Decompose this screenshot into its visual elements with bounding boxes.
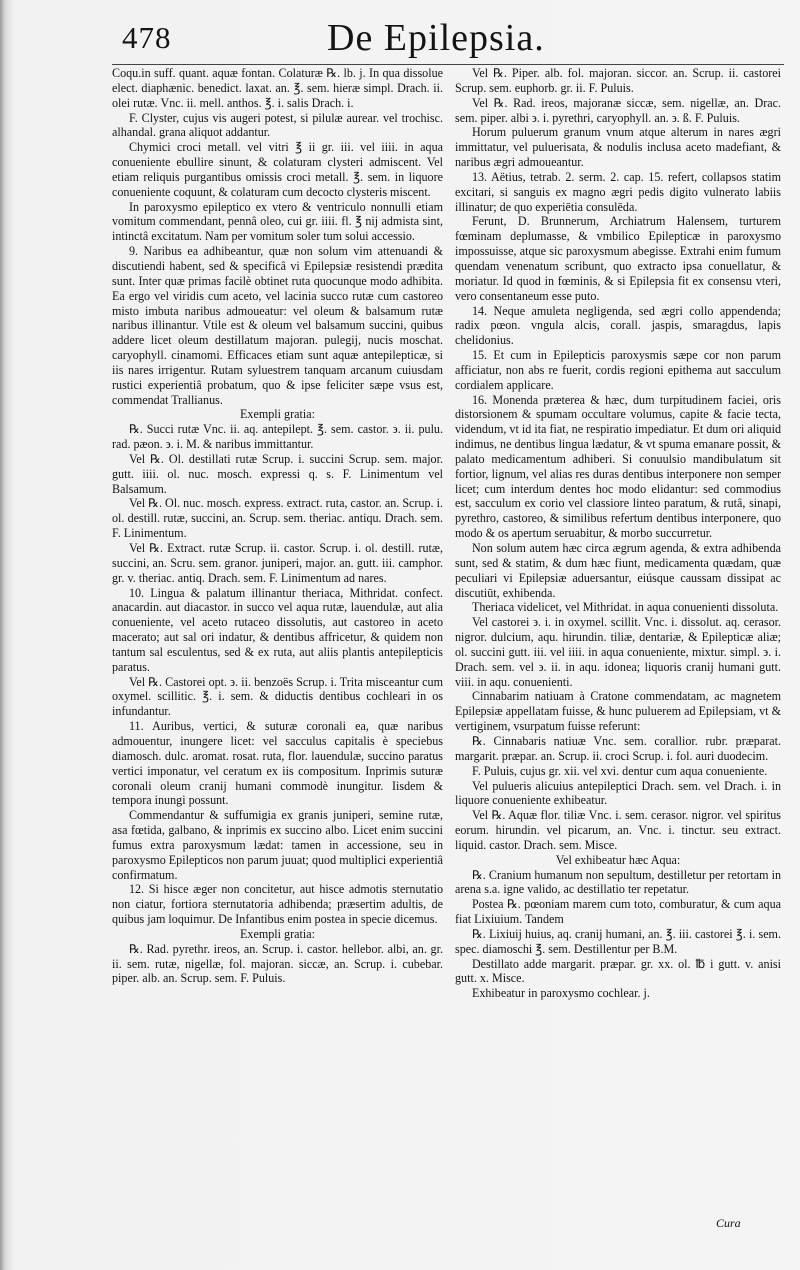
section-heading: Exempli gratia: bbox=[240, 926, 315, 941]
paragraph: Non solum autem hæc circa ægrum agenda, & extra adhibenda sunt, sed & statim, & dum hæc fiunt, medicamenta quædam, quæ peculiari vi Epilepsiæ aduersantur, eiúsque caussam dissipat ac discutiūt, exhibenda. bbox=[455, 541, 781, 600]
paragraph: Vel ℞. Extract. rutæ Scrup. ii. castor. Scrup. i. ol. destill. rutæ, succini, an. Scru. sem. granor. juniperi, major. an. gutt. iii. camphor. gr. v. theriac. antiq. Drach. sem. F. Linimentum ad nares. bbox=[112, 541, 443, 585]
paragraph: ℞. Cranium humanum non sepultum, destilletur per retortam in arena s.a. igne valido, ac destillatio ter repetatur. bbox=[455, 867, 781, 897]
paragraph: Commendantur & suffumigia ex granis juniperi, semine rutæ, asa fœtida, galbano, & inprimis ex succino albo. Licet enim succini fumus extra paroxysmum lædat: tamen in accessione, seu in paroxysmo Epilepticos non parum juuat; quod multiplici experientiâ confirmatum. bbox=[112, 808, 443, 882]
paragraph: ℞. Cinnabaris natiuæ Vnc. sem. corallior. rubr. præparat. margarit. præpar. an. Scrup. ii. croci Scrup. i. fol. auri duodecim. bbox=[455, 733, 781, 763]
paragraph: Vel ℞. Rad. ireos, majoranæ siccæ, sem. nigellæ, an. Drac. sem. piper. albi ϶. i. pyrethri, caryophyll. an. ϶. ß. F. Puluis. bbox=[455, 95, 781, 125]
paragraph: 13. Aëtius, tetrab. 2. serm. 2. cap. 15. refert, collapsos statim excitari, si sanguis ex magno ægri pedis digito vulnerato labiis illinatur; de quo experiētia consulēda. bbox=[455, 169, 781, 214]
paragraph: 10. Lingua & palatum illinantur theriaca, Mithridat. confect. anacardin. aut diacastor. in succo vel aqua rutæ, lauendulæ, aut alia conueniente, vel aceto rutaceo dissolutis, aut castoreo in aceto macerato; aut sal ori indatur, & dentibus affricetur, & quidem non tantum sal esculentus, sed & ex ruta, aut aliis plantis antepilepticis paratus. bbox=[112, 585, 443, 674]
paragraph: 14. Neque amuleta negligenda, sed ægri collo appendenda; radix pœon. vngula alcis, corall. jaspis, smaragdus, lapis chelidonius. bbox=[455, 303, 781, 348]
page-title: De Epilepsia. bbox=[327, 17, 545, 59]
paragraph: Theriaca videlicet, vel Mithridat. in aqua conuenienti dissoluta. bbox=[471, 600, 779, 615]
running-header bbox=[112, 14, 784, 65]
paragraph: Postea ℞. pœoniam marem cum toto, comburatur, & cum aqua fiat Lixiuium. Tandem bbox=[455, 897, 781, 927]
paragraph: Vel ℞. Aquæ flor. tiliæ Vnc. i. sem. cerasor. nigror. vel spiritus eorum. hirundin. vel picarum, an. Vnc. i. tinctur. seu extract. liquid. castor. Drach. sem. Misce. bbox=[455, 808, 781, 852]
paragraph: Coqu.in suff. quant. aquæ fontan. Colaturæ ℞. lb. j. In qua dissolue elect. diaphænic. benedict. laxat. an. ℥. sem. hieræ simpl. Drach. ii. olei rutæ. Vnc. ii. mell. anthos. ℥. i. salis Drach. i. bbox=[112, 66, 443, 110]
paragraph: 12. Si hisce æger non concitetur, aut hisce admotis sternutatio non ciatur, fortiora sternutatoria adhibenda; præsertim adultis, de quibus jam loquimur. De Infantibus enim postea in specie dicemus. bbox=[112, 882, 443, 927]
paragraph: Vel ℞. Ol. nuc. mosch. express. extract. ruta, castor. an. Scrup. i. ol. destill. rutæ, succini, an. Scrup. sem. theriac. antiqu. Drach. sem. F. Linimentum. bbox=[112, 496, 443, 541]
catchword: Cura bbox=[716, 1216, 741, 1230]
paragraph: Destillato adde margarit. præpar. gr. xx. ol. ℔ i gutt. v. anisi gutt. x. Misce. bbox=[455, 956, 781, 986]
paragraph: F. Clyster, cujus vis augeri potest, si pilulæ aurear. vel trochisc. alhandal. grana aliquot addantur. bbox=[112, 110, 443, 140]
paragraph: 9. Naribus ea adhibeantur, quæ non solum vim attenuandi & discutiendi habent, sed & specificâ vi Epilepsiæ resistendi prædita sunt. Inter quæ primas facilè obtinet ruta quocunque modo adhibita. Ea ergo vel viridis cum aceto, vel lacinia succo rutæ cum castoreo misto imbuta naribus admoueatur: vel oleum & balsamum rutæ naribus illinantur. Vtile est & oleum vel balsamum succini, quibus addere licet oleum destillatum majoran. pulegij, nucis moschat. caryophyll. cinamomi. Efficaces etiam sunt aquæ antepilepticæ, si iis nares irrigentur. Rutam syluestrem tanquam arcanum cuiusdam rustici experientiâ probatum, quo & ipse feliciter sæpe vsus est, commendat Trallianus. bbox=[112, 244, 443, 407]
page-number: 478 bbox=[122, 20, 172, 55]
section-heading: Exempli gratia: bbox=[240, 407, 315, 422]
paragraph: Vel ℞. Ol. destillati rutæ Scrup. i. succini Scrup. sem. major. gutt. iiii. ol. nuc. mosch. expressi q. s. F. Linimentum vel Balsamum. bbox=[112, 451, 443, 496]
paragraph: Chymici croci metall. vel vitri ℥ ii gr. iii. vel iiii. in aqua conueniente ebullire sinunt, & colaturam clysteri admiscent. Vel etiam reliquis purgantibus omissis croci metall. ℥. sem. in liquore conueniente coquunt, & colaturam cum decocto clysteris miscent. bbox=[112, 140, 443, 199]
paragraph: Ferunt, D. Brunnerum, Archiatrum Halensem, turturem fœminam deplumasse, & vmbilico Epilepticæ in paroxysmo impossuisse, atque sic paroxysmum abegisse. Extrahi enim fumum quendam venenatum scribunt, quo extracto ipsa conuellatur, & moriatur. Id quod in fœminis, & si Epilepsia fit ex consensu vteri, vero consentaneum esse puto. bbox=[455, 214, 781, 303]
paragraph: ℞. Lixiuij huius, aq. cranij humani, an. ℥. iii. castorei ℥. i. sem. spec. diamoschi ℥. sem. Destillentur per B.M. bbox=[455, 926, 781, 956]
paragraph: Vel pulueris alicuius antepileptici Drach. sem. vel Drach. i. in liquore conueniente exhibeatur. bbox=[455, 778, 781, 808]
section-heading: Vel exhibeatur hæc Aqua: bbox=[555, 852, 681, 867]
paragraph: Cinnabarim natiuam à Cratone commendatam, ac magnetem Epilepsiæ appellatam fuisse, & hunc puluerem ad Epilepsiam, vt & vertiginem, vsurpatum fuisse referunt: bbox=[455, 689, 781, 734]
paragraph: Vel ℞. Piper. alb. fol. majoran. siccor. an. Scrup. ii. castorei Scrup. sem. euphorb. gr. ii. F. Puluis. bbox=[455, 66, 781, 95]
paragraph: F. Puluis, cujus gr. xii. vel xvi. dentur cum aqua conueniente. bbox=[471, 763, 768, 778]
right-text-column bbox=[455, 66, 781, 1001]
paragraph: Vel castorei ϶. i. in oxymel. scillit. Vnc. i. dissolut. aq. cerasor. nigror. dulcium, aqu. hirundin. tiliæ, dentariæ, & Epilepticæ aliæ; ol. succini gutt. iii. vel iiii. in aqua conueniente, mixtur. simpl. ϶. i. Drach. sem. vel ϶. ii. in aqu. idonea; liquoris cranij humani gutt. viii. in aqu. conuenienti. bbox=[455, 615, 781, 689]
paragraph: 16. Monenda præterea & hæc, dum turpitudinem faciei, oris distorsionem & spumam occultare volumus, capite & facie tecta, videndum, vt id ita fiat, ne respiratio impediatur. Et dum ori aliquid indimus, ne dentibus lingua lædatur, & vt spuma emanare possit, & palato medicamentum adhiberi. Si conuulsio mandibulatum sit fortior, lignum, vel alias res duras dentibus interponere non semper licet; cum interdum dentes hoc modo elidantur: sed commodius est, sacculum ex corio vel classiore linteo paratum, & rutâ, sinapi, pyrethro, castoreo, & similibus refertum dentibus interponere, quo modo & os apertum seruabitur, & morbo succurretur. bbox=[455, 392, 781, 541]
paragraph: Exhibeatur in paroxysmo cochlear. j. bbox=[471, 986, 650, 1001]
paragraph: ℞. Rad. pyrethr. ireos, an. Scrup. i. castor. hellebor. albi, an. gr. ii. sem. rutæ, nigellæ, fol. majoran. siccæ, an. Scrup. i. cubebar. piper. alb. an. Scrup. sem. F. Puluis. bbox=[112, 941, 443, 986]
paragraph: Vel ℞. Castorei opt. ϶. ii. benzoës Scrup. i. Trita misceantur cum oxymel. scillitic. ℥. i. sem. & diductis dentibus cochleari in os infundantur. bbox=[112, 674, 443, 719]
paragraph: In paroxysmo epileptico ex vtero & ventriculo nonnulli etiam vomitum commendant, pennâ oleo, cui gr. iiii. fl. ℥ nij admista sint, intinctâ excitatum. Nam per vomitum soler tum solui accessio. bbox=[112, 199, 443, 244]
paragraph: 15. Et cum in Epilepticis paroxysmis sæpe cor non parum afficiatur, non abs re fuerit, cordis regioni epithema aut sacculum cordialem applicare. bbox=[455, 348, 781, 392]
paragraph: 11. Auribus, vertici, & suturæ coronali ea, quæ naribus admouentur, inungere licet: vel sacculus capitalis è speciebus diamosch. dulc. aromat. rosat. ruta, flor. lauendulæ, succino paratus vertici imponatur, vel ceratum ex iis compositum. Inprimis suturæ coronali oleum cranij humani commodè inungitur. Iisdem & tempora inungi possunt. bbox=[112, 719, 443, 808]
left-text-column bbox=[112, 66, 443, 986]
paragraph: Horum puluerum granum vnum atque alterum in nares ægri immittatur, vel puluerisata, & nodulis inclusa aceto madefiant, & naribus ægri admoueantur. bbox=[455, 125, 781, 170]
paragraph: ℞. Succi rutæ Vnc. ii. aq. antepilept. ℥. sem. castor. ϶. ii. pulu. rad. pæon. ϶. i. M. & naribus immittantur. bbox=[112, 422, 443, 452]
